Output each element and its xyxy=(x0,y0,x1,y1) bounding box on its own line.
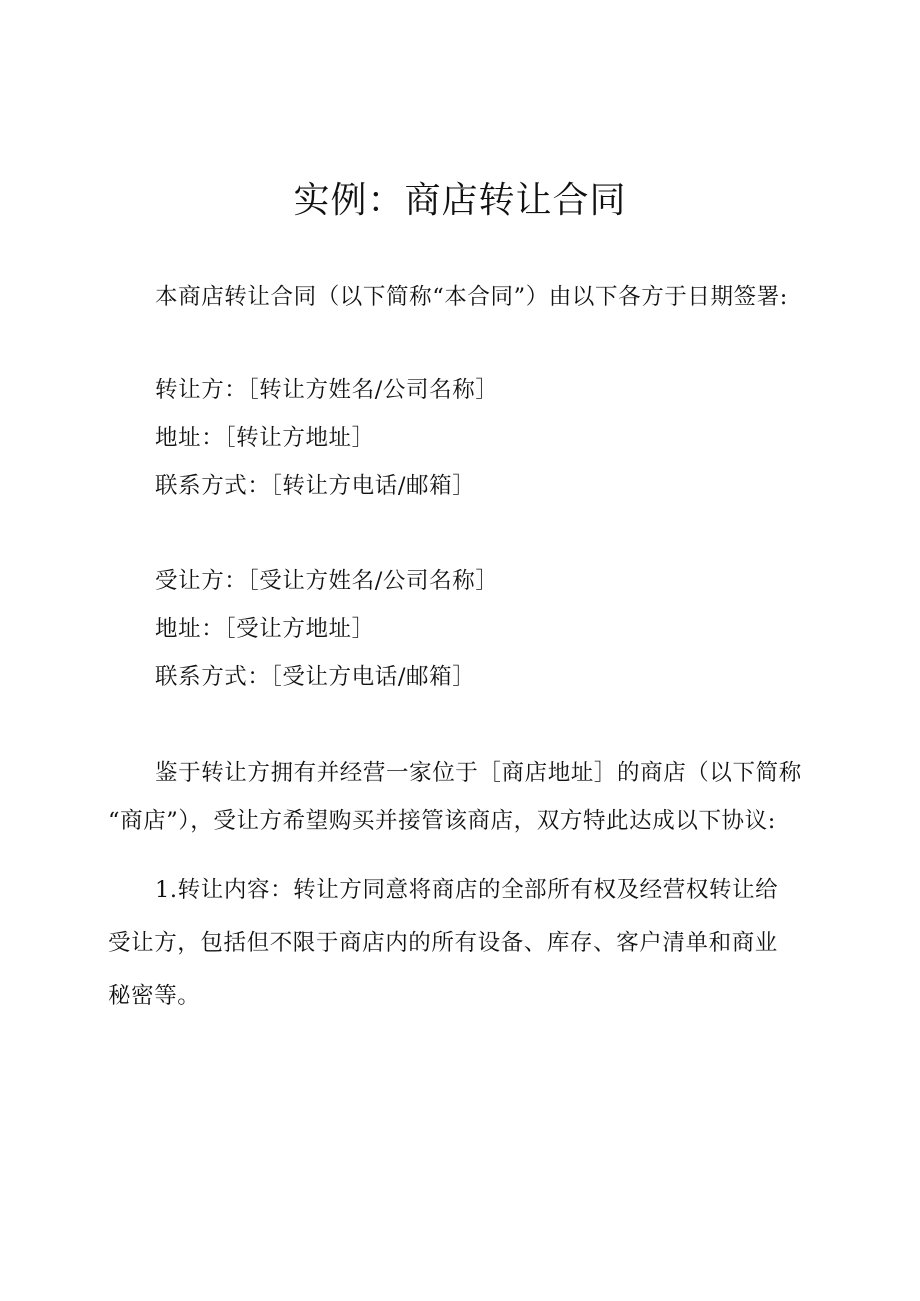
transferee-address: 地址：［受让方地址］ xyxy=(155,616,375,642)
intro-paragraph: 本商店转让合同（以下简称“本合同”）由以下各方于日期签署: xyxy=(155,284,788,310)
transferee-contact: 联系方式：［受让方电话/邮箱］ xyxy=(155,664,476,690)
transferee-party: 受让方：［受让方姓名/公司名称］ xyxy=(155,568,499,594)
clause-1-line-1: 1.转让内容：转让方同意将商店的全部所有权及经营权转让给 xyxy=(155,877,779,903)
document-title: 实例：商店转让合同 xyxy=(293,180,627,221)
transferor-address: 地址：［转让方地址］ xyxy=(155,425,375,451)
transferor-party: 转让方：［转让方姓名/公司名称］ xyxy=(155,377,499,403)
clause-1-line-3: 秘密等。 xyxy=(108,983,201,1009)
clause-1-line-2: 受让方，包括但不限于商店内的所有设备、库存、客户清单和商业 xyxy=(108,930,778,956)
recital-line-2: “商店”），受让方希望购买并接管该商店，双方特此达成以下协议: xyxy=(108,808,776,834)
transferor-contact: 联系方式：［转让方电话/邮箱］ xyxy=(155,473,476,499)
recital-line-1: 鉴于转让方拥有并经营一家位于［商店地址］的商店（以下简称 xyxy=(155,760,802,786)
